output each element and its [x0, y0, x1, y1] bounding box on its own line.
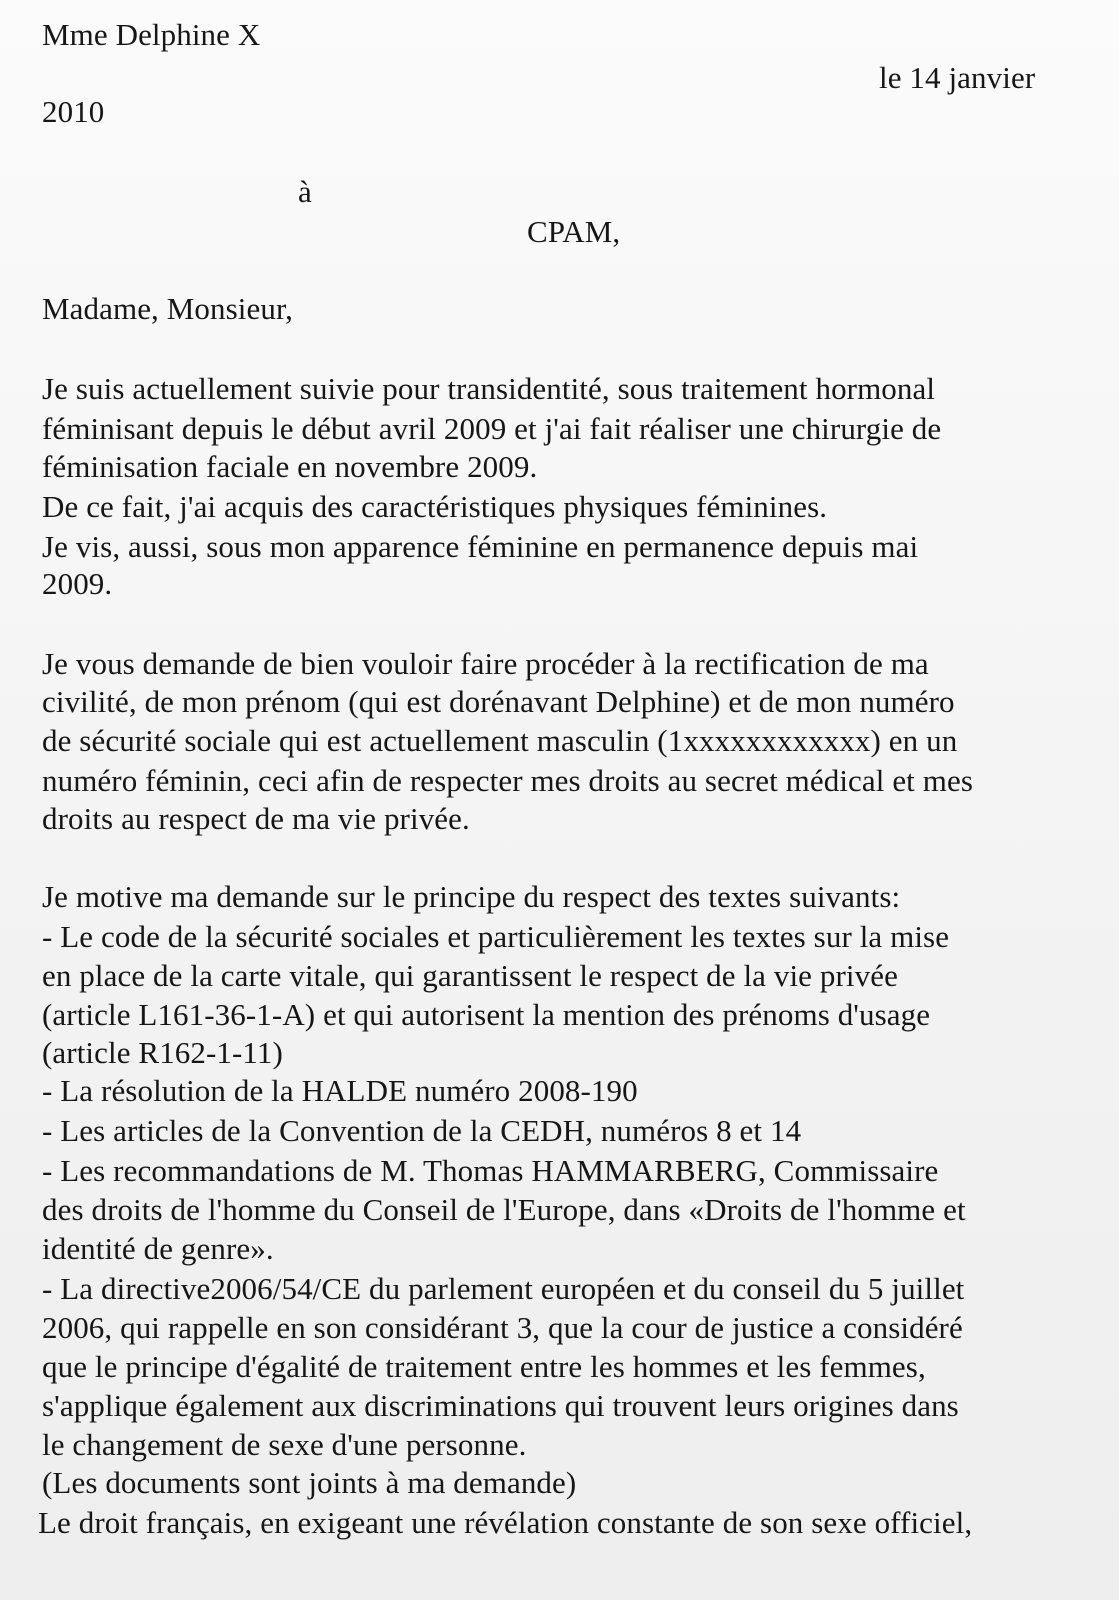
- list-line: - La directive2006/54/CE du parlement européen et du conseil du 5 juillet: [42, 1271, 965, 1306]
- list-line: (article L161-36-1-A) et qui autorisent la mention des prénoms d'usage: [42, 997, 931, 1032]
- list-line: - La résolution de la HALDE numéro 2008-190: [42, 1073, 638, 1108]
- list-line: s'applique également aux discriminations qui trouvent leurs origines dans: [42, 1388, 959, 1423]
- letter-year: 2010: [42, 94, 105, 129]
- list-line: identité de genre».: [42, 1231, 274, 1266]
- list-line: - Les articles de la Convention de la CEDH, numéros 8 et 14: [42, 1113, 802, 1148]
- paragraph-line: féminisation faciale en novembre 2009.: [42, 449, 538, 484]
- list-line: 2006, qui rappelle en son considérant 3, que la cour de justice a considéré: [42, 1310, 963, 1345]
- list-line: que le principe d'égalité de traitement entre les hommes et les femmes,: [42, 1349, 926, 1384]
- paragraph-line: numéro féminin, ceci afin de respecter mes droits au secret médical et mes: [42, 763, 973, 798]
- to-marker: à: [298, 174, 312, 209]
- paragraph-line: De ce fait, j'ai acquis des caractéristiques physiques féminines.: [42, 489, 828, 524]
- letter-date: le 14 janvier: [879, 60, 1036, 95]
- list-line: le changement de sexe d'une personne.: [42, 1427, 527, 1462]
- paragraph-line: Je vis, aussi, sous mon apparence féminine en permanence depuis mai: [42, 529, 919, 564]
- recipient: CPAM,: [527, 214, 621, 249]
- list-line: (Les documents sont joints à ma demande): [42, 1465, 577, 1500]
- paragraph-line: Je suis actuellement suivie pour transidentité, sous traitement hormonal: [42, 371, 936, 406]
- paragraph-line: Je vous demande de bien vouloir faire procéder à la rectification de ma: [42, 646, 929, 681]
- paragraph-line: droits au respect de ma vie privée.: [42, 801, 470, 836]
- paragraph-line: féminisant depuis le début avril 2009 et j'ai fait réaliser une chirurgie de: [42, 411, 942, 446]
- paragraph-line: Je motive ma demande sur le principe du respect des textes suivants:: [42, 879, 901, 914]
- list-line: - Le code de la sécurité sociales et particulièrement les textes sur la mise: [42, 919, 950, 954]
- paragraph-line: de sécurité sociale qui est actuellement masculin (1xxxxxxxxxxxx) en un: [42, 723, 958, 758]
- sender-name: Mme Delphine X: [42, 17, 261, 52]
- paragraph-line: 2009.: [42, 566, 113, 601]
- list-line: Le droit français, en exigeant une révélation constante de son sexe officiel,: [38, 1505, 973, 1540]
- list-line: - Les recommandations de M. Thomas HAMMARBERG, Commissaire: [42, 1153, 939, 1188]
- list-line: (article R162-1-11): [42, 1035, 283, 1070]
- salutation: Madame, Monsieur,: [42, 291, 293, 326]
- list-line: des droits de l'homme du Conseil de l'Europe, dans «Droits de l'homme et: [42, 1192, 966, 1227]
- list-line: en place de la carte vitale, qui garantissent le respect de la vie privée: [42, 958, 898, 993]
- paragraph-line: civilité, de mon prénom (qui est dorénavant Delphine) et de mon numéro: [42, 684, 955, 719]
